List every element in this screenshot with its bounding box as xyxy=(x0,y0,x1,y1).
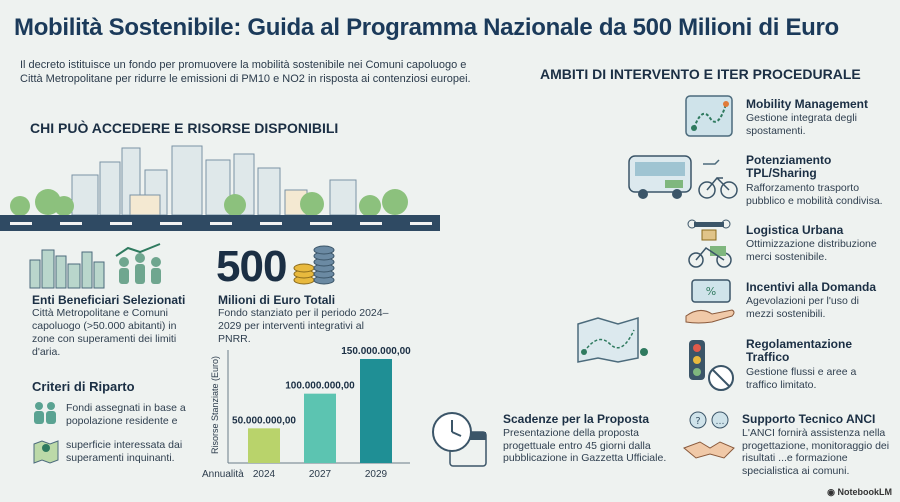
bus-bike-icon xyxy=(625,150,740,202)
drone-cargo-bike-icon xyxy=(680,218,740,270)
ambito-desc-1: Gestione integrata degli spostamenti. xyxy=(746,112,857,137)
buildings-people-icon xyxy=(28,242,178,290)
svg-text:?: ? xyxy=(695,416,701,427)
beneficiari-title: Enti Beneficiari Selezionati xyxy=(32,293,186,307)
ambito-desc-5: Gestione flussi e aree a traffico limitato. xyxy=(746,366,857,391)
page-title: Mobilità Sostenibile: Guida al Programma Nazionale da 500 Milioni di Euro xyxy=(14,14,839,41)
x-tick-2027: 2027 xyxy=(308,469,332,480)
x-axis-label: Annualità xyxy=(202,469,244,480)
beneficiari-desc: Città Metropolitane e Comuni capoluogo (>50.000 abitanti) in zone con superamenti dei limiti d'aria. xyxy=(32,307,177,358)
riparto-item-2: superficie interessata dai superamenti inquinanti. xyxy=(66,439,183,464)
intro-text: Il decreto istituisce un fondo per promuovere la mobilità sostenibile nei Comuni capoluogo e Città Metropolitane per ridurre le emissioni di PM10 e NO2 in risposta ai contenziosi europei. xyxy=(20,59,471,85)
traffic-light-icon xyxy=(685,338,739,394)
left-section-title: CHI PUÒ ACCEDERE E RISORSE DISPONIBILI xyxy=(30,120,339,136)
ambito-title-3: Logistica Urbana xyxy=(746,223,844,237)
city-skyline-illustration xyxy=(0,140,440,235)
footer-brand-label: NotebookLM xyxy=(837,487,892,497)
supporto-title: Supporto Tecnico ANCI xyxy=(742,412,876,426)
x-tick-2029: 2029 xyxy=(364,469,388,480)
bar-value-label-2027: 100.000.000,00 xyxy=(285,380,355,392)
footer-brand xyxy=(827,487,892,498)
calendar-clock-icon xyxy=(428,408,490,470)
bar-value-label-2029: 150.000.000,00 xyxy=(341,346,411,357)
ambito-desc-2: Rafforzamento trasporto pubblico e mobilità condivisa. xyxy=(746,182,883,207)
map-route-icon xyxy=(680,92,738,140)
map-pin-icon xyxy=(32,438,60,464)
ambito-title-5: Regolamentazione Traffico xyxy=(746,337,853,364)
footer-logo-icon: ◉ xyxy=(827,487,838,497)
bar-2029 xyxy=(360,359,392,463)
x-tick-2024: 2024 xyxy=(252,469,276,480)
folded-map-icon xyxy=(574,312,656,364)
bar-2027 xyxy=(304,394,336,463)
right-section-title: AMBITI DI INTERVENTO E ITER PROCEDURALE xyxy=(540,66,861,82)
bar-value-label-2024: 50.000.000,00 xyxy=(232,415,296,427)
handshake-icon xyxy=(680,408,738,466)
discount-ticket-hand-icon xyxy=(682,276,740,328)
coins-stack-icon xyxy=(292,244,338,286)
svg-text:…: … xyxy=(715,417,725,427)
funding-bar-chart xyxy=(200,345,415,485)
bar-2024 xyxy=(248,428,280,463)
svg-text:%: % xyxy=(705,285,717,298)
ambito-title-1: Mobility Management xyxy=(746,97,869,111)
scadenze-title: Scadenze per la Proposta xyxy=(503,412,650,426)
ambito-desc-3: Ottimizzazione distribuzione merci sostenibile. xyxy=(746,238,877,263)
scadenze-desc: Presentazione della proposta progettuale entro 45 giorni dalla pubblicazione in Gazzetta Ufficiale. xyxy=(503,427,667,464)
people-icon xyxy=(32,400,58,426)
supporto-desc: L'ANCI fornirà assistenza nella progettazione, monitoraggio dei risultati ...e formazione specialistica ai comuni. xyxy=(742,427,890,477)
ambito-desc-4: Agevolazioni per l'uso di mezzi sostenibili. xyxy=(746,295,859,320)
y-axis-label: Risorse Stanziate (Euro) xyxy=(210,355,220,455)
fondi-desc: Fondo stanziato per il periodo 2024–2029 per interventi integrativi al PNRR. xyxy=(218,307,389,345)
riparto-item-1: Fondi assegnati in base a popolazione residente e xyxy=(66,402,186,427)
ambito-title-4: Incentivi alla Domanda xyxy=(746,280,877,294)
fondi-title: Milioni di Euro Totali xyxy=(218,293,336,307)
riparto-title: Criteri di Riparto xyxy=(32,379,135,394)
ambito-title-2: Potenziamento TPL/Sharing xyxy=(746,153,832,180)
total-amount-big: 500 xyxy=(216,242,287,291)
